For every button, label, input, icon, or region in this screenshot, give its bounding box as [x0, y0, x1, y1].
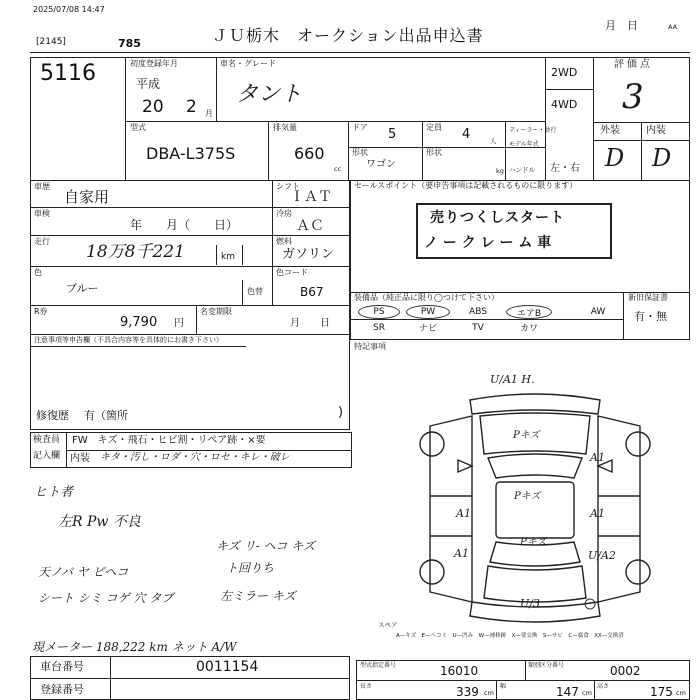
chassis-value: 0011154 [196, 659, 259, 675]
hw-line7: 現メーター 188,222 km ネット A/W [32, 640, 237, 654]
color-code-value: B67 [300, 285, 324, 299]
height-unit: cm [676, 689, 686, 697]
date-label: 月 日 [605, 19, 638, 32]
evaluation-label: 評価点 [614, 59, 653, 70]
height-value: 175 [650, 685, 673, 699]
capacity-unit: 人 [490, 137, 497, 145]
diagram-top-note: U/A1 H. [490, 373, 535, 386]
interior-grade: D [652, 144, 672, 172]
damage-right-low: U/A2 [588, 549, 616, 562]
inspection-value: 年 月（ 日） [130, 218, 239, 232]
equip-sr: SR [373, 322, 385, 333]
body-label: 形状 [352, 148, 368, 157]
damage-rear-bumper: U/3 [520, 597, 540, 610]
hw-line2: キズ リ- ヘコ キズ [216, 539, 316, 553]
aircon-value: ＡＣ [296, 218, 324, 234]
damage-left-mid: A1 [456, 507, 471, 520]
hw-line5: シート シミ コゲ 穴 タブ [38, 591, 174, 605]
mileage-value: 18万8千221 [86, 242, 185, 262]
reg-number-label: 登録番号 [40, 683, 84, 696]
height-label: 高さ [597, 683, 610, 690]
recycle-label: R券 [34, 307, 48, 316]
displacement-value: 660 [294, 144, 325, 163]
mileage-label: 走行 [34, 237, 50, 246]
exterior-label: 外装 [600, 125, 620, 136]
sales-point-line2: ノ ー ク レ ー ム 車 [424, 235, 552, 251]
registration-label: 初度登録年月 [130, 59, 178, 68]
damage-front: Pキズ [513, 430, 540, 441]
hw-line3: 天ノバ ヤ ビヘコ [38, 565, 129, 579]
notes-label: 注意事項等申告欄（不具合内容等を具体的にお書き下さい） [34, 336, 223, 344]
chassis-label: 車台番号 [40, 660, 84, 673]
color-change-label: 色替 [247, 287, 263, 296]
color-code-label: 色コード [276, 268, 308, 277]
usage-label: 車歴 [34, 182, 50, 191]
body-sub-label: 形状 [426, 148, 442, 157]
doors-label: ドア [352, 123, 368, 132]
class-value: 0002 [610, 664, 641, 678]
equipment-label: 装備品（純正品に限り◯つけて下さい） [354, 293, 499, 302]
stamp-number: 785 [118, 37, 141, 50]
registration-year: 20 [142, 97, 164, 117]
fax-timestamp: 2025/07/08 14:47 [33, 5, 105, 14]
recycle-unit: 円 [174, 318, 184, 329]
damage-left-low: A1 [454, 547, 469, 560]
transfer-value: 月 日 [290, 318, 330, 329]
new-parts-value: 有・無 [634, 310, 667, 323]
equip-pw: PW [406, 305, 450, 319]
page-code: [2145] [36, 37, 66, 47]
car-name-value: タント [236, 82, 303, 107]
damage-rear-glass: Pキズ [520, 537, 547, 548]
drive-4wd: 4WD [551, 98, 578, 111]
inspector-row1: FW キズ・飛石・ヒビ割・リペア跡・×要 [72, 435, 266, 446]
damage-right-mid: A1 [590, 507, 605, 520]
width-unit: cm [582, 689, 592, 697]
usage-value: 自家用 [64, 188, 110, 206]
fuel-label: 燃料 [276, 237, 292, 246]
vehicle-info-block [30, 57, 690, 181]
length-unit: cm [484, 689, 494, 697]
fuel-value: ガソリン [282, 247, 335, 262]
car-name-label: 車名・グレード [220, 59, 276, 68]
registration-era: 平成 [136, 77, 161, 91]
capacity-label: 定員 [426, 123, 442, 132]
body-value: ワゴン [366, 159, 396, 170]
length-label: 長さ [360, 683, 373, 690]
damage-legend: A—キズ E—ヘコミ U—凹み W—補修跡 X—要交換 S—サビ C—腐食 XX—交換済 [396, 633, 624, 639]
drive-2wd: 2WD [551, 66, 578, 79]
dealer-label: ディーラー・並行 [509, 127, 557, 134]
hw-line4: ト回りち [226, 561, 275, 575]
exterior-grade: D [605, 144, 625, 172]
width-value: 147 [556, 685, 579, 699]
capacity-value: 4 [462, 127, 471, 142]
lot-number: 5116 [40, 61, 96, 86]
shift-value: ＩＡＴ [290, 189, 332, 205]
damage-roof: Pキズ [514, 491, 541, 502]
displacement-label: 排気量 [273, 123, 297, 132]
color-value: ブルー [66, 282, 99, 295]
inspection-label: 車検 [34, 209, 50, 218]
registration-month: 2 [186, 97, 197, 117]
model-year-label: モデル年式 [509, 141, 539, 148]
special-notes-label: 特記事項 [354, 342, 386, 351]
car-damage-diagram [410, 386, 660, 631]
shift-label: シフト [276, 182, 300, 191]
model-value: DBA-L375S [146, 144, 236, 163]
sales-point-line1: 売りつくしスタート [430, 210, 565, 226]
aircon-label: 冷房 [276, 209, 292, 218]
equip-abs: ABS [469, 307, 487, 317]
inspector-row2: キタ・汚し・ロダ・穴・ロセ・キレ・破レ [100, 452, 290, 463]
equip-tv: TV [472, 322, 484, 333]
color-label: 色 [34, 268, 42, 277]
repair-close-paren: ) [338, 405, 344, 420]
interior-label: 内装 [646, 125, 666, 136]
spare-label: スペア [378, 621, 398, 629]
model-designation-value: 16010 [440, 664, 479, 678]
hw-line1: 左R Pw 不良 [58, 514, 141, 530]
transfer-label: 名変期限 [200, 307, 232, 316]
doors-value: 5 [388, 127, 397, 142]
handle-value: 左・右 [550, 163, 580, 174]
equip-leather: カワ [519, 324, 538, 334]
inspector-label1: 検査員 [33, 435, 61, 445]
model-label: 型式 [130, 123, 146, 132]
inspector-interior-label: 内装 [70, 453, 90, 464]
model-designation-label: 型式指定番号 [360, 662, 397, 669]
class-label: 類別区分番号 [528, 662, 565, 669]
handle-label: ハンドル [509, 166, 535, 174]
equip-ps: PS [358, 305, 400, 319]
evaluation-score: 3 [622, 77, 644, 117]
registration-month-unit: 月 [205, 109, 213, 118]
date-suffix: AA [668, 23, 678, 31]
sales-points-label: セールスポイント（要申告事項は記載されるものに限ります） [354, 181, 578, 190]
load-unit: kg [496, 167, 504, 175]
recycle-value: 9,790 [120, 315, 158, 330]
hw-line6: 左ミラー キズ [220, 589, 296, 603]
hw-heading: ヒト者 [34, 485, 74, 500]
equip-airbag: エアB [506, 305, 552, 319]
inspector-label2: 記入欄 [33, 451, 61, 461]
repair-label: 修復歴 [36, 409, 69, 422]
damage-right-upper: A1 [590, 451, 605, 464]
width-label: 幅 [500, 683, 507, 690]
mileage-unit: km [221, 252, 235, 262]
repair-value: 有（箇所 [84, 409, 128, 422]
equip-navi: ナビ [418, 324, 437, 334]
equip-aw: AW [590, 307, 606, 317]
form-title: ＪＵ栃木 オークション出品申込書 [212, 26, 484, 45]
header-rule [30, 52, 690, 53]
new-parts-label: 新旧保証書 [628, 293, 668, 302]
displacement-unit: cc [334, 165, 342, 173]
length-value: 339 [456, 685, 479, 699]
